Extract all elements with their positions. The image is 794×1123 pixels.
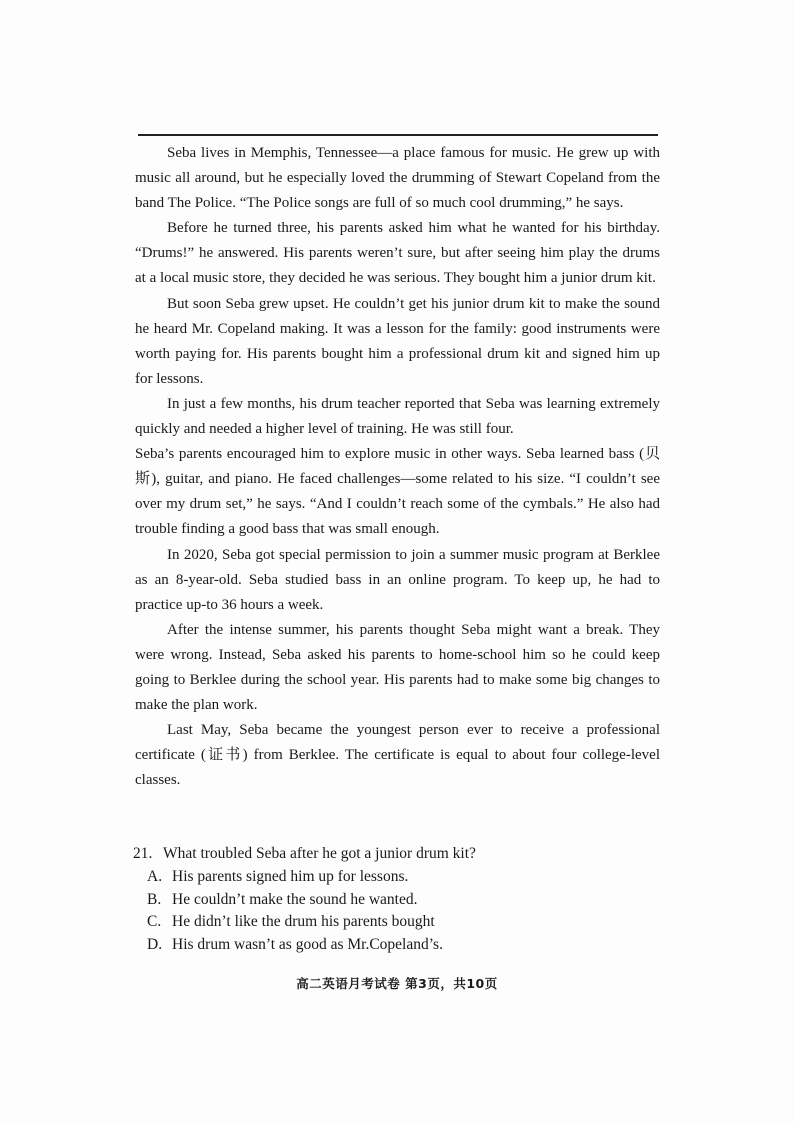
- question-stem: [133, 842, 663, 866]
- option-text: His drum wasn’t as good as Mr.Copeland’s.: [172, 935, 443, 953]
- option-letter: B.: [147, 890, 162, 908]
- option-a[interactable]: [133, 866, 663, 889]
- passage-paragraph: Before he turned three, his parents asked him what he wanted for his birthday. “Drums!” he answered. His parents weren’t sure, but after seeing him play the drums at a local music store, they decided he was serious. They bought him a junior drum kit.: [135, 220, 660, 287]
- option-b[interactable]: [133, 889, 663, 912]
- reading-passage: [135, 141, 660, 793]
- question-21: [133, 842, 663, 956]
- passage-paragraph: Seba’s parents encouraged him to explore music in other ways. Seba learned bass (贝斯), guitar, and piano. He faced challenges—some related to his size. “I couldn’t see over my drum set,” he says. “And I couldn’t reach some of the cymbals.” He also had trouble finding a good bass that was small enough.: [135, 446, 660, 538]
- option-letter: D.: [147, 935, 163, 953]
- passage-paragraph: Seba lives in Memphis, Tennessee—a place famous for music. He grew up with music all around, but he especially loved the drumming of Stewart Copeland from the band The Police. “The Police songs are full of so much cool drumming,” he says.: [135, 145, 660, 212]
- passage-paragraph: Last May, Seba became the youngest person ever to receive a professional certificate (证书) from Berklee. The certificate is equal to about four college-level classes.: [135, 722, 660, 789]
- question-number: 21.: [133, 845, 153, 862]
- page-footer: 高二英语月考试卷 第3页，共10页: [296, 976, 498, 991]
- option-text: His parents signed him up for lessons.: [172, 868, 409, 885]
- option-letter: A.: [147, 868, 163, 885]
- passage-paragraph: After the intense summer, his parents thought Seba might want a break. They were wrong. Instead, Seba asked his parents to home-school him so he could keep going to Berklee during the school year. His parents had to make some big changes to make the plan work.: [135, 621, 660, 714]
- option-text: He didn’t like the drum his parents bought: [172, 913, 435, 930]
- passage-paragraph: But soon Seba grew upset. He couldn’t get his junior drum kit to make the sound he heard Mr. Copeland making. It was a lesson for the family: good instruments were worth paying for. His parents bought him a professional drum kit and signed him up for lessons.: [135, 295, 660, 387]
- passage-paragraph: In 2020, Seba got special permission to join a summer music program at Berklee as an 8-year-old. Seba studied bass in an online program. To keep up, he had to practice up-to 36 hours a week.: [135, 546, 660, 613]
- option-c[interactable]: [133, 911, 663, 934]
- option-d[interactable]: [133, 934, 663, 957]
- option-letter: C.: [147, 913, 162, 930]
- passage-paragraph: In just a few months, his drum teacher reported that Seba was learning extremely quickly and needed a higher level of training. He was still four.: [135, 395, 660, 438]
- question-text: What troubled Seba after he got a junior drum kit?: [163, 845, 476, 862]
- option-text: He couldn’t make the sound he wanted.: [172, 890, 418, 908]
- top-divider: [138, 134, 658, 136]
